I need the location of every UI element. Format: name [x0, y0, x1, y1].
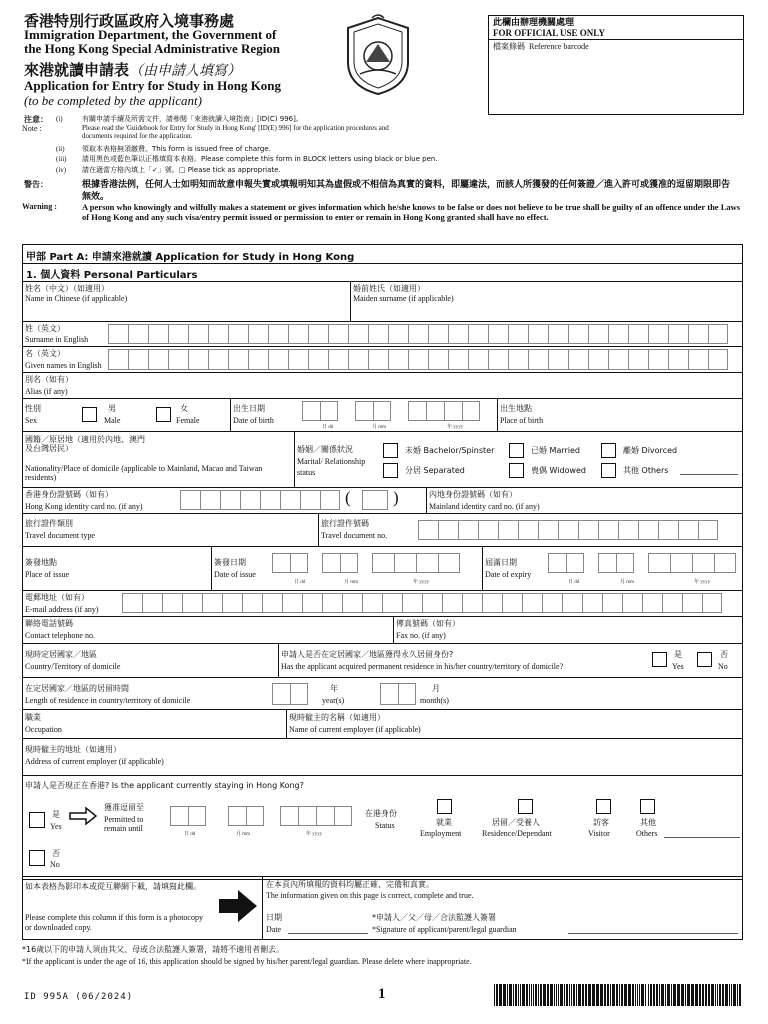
perm-residence-yes-checkbox[interactable]: [652, 652, 667, 667]
dept-title-en-2: the Hong Kong Special Administrative Region: [24, 41, 281, 56]
form-id: ID 995A (06/2024): [24, 992, 134, 1002]
footnote-en: *If the applicant is under the age of 16, this application should be signed by his/her parent/legal guardian. Please delete where inappropriate.: [22, 957, 472, 966]
residence-months-input[interactable]: [380, 683, 416, 705]
contact-telephone-input[interactable]: [120, 619, 390, 639]
perm-residence-no-checkbox[interactable]: [697, 652, 712, 667]
dob-year-input[interactable]: [408, 401, 480, 421]
permit-year-input[interactable]: [280, 806, 352, 826]
status-residence-checkbox[interactable]: [518, 799, 533, 814]
note-3: 請用黑色或藍色筆以正楷填寫本表格。Please complete this form in BLOCK letters using black or blue pen.: [82, 155, 438, 163]
hkid-check-digit-input[interactable]: [362, 490, 388, 510]
issue-day-input[interactable]: [272, 553, 308, 573]
maiden-surname-input[interactable]: [353, 304, 739, 318]
warning-en: A person who knowingly and wilfully makes a statement or gives information which he/she knows to be false or does not believe to be true shall be guilty of an offence under the Laws of Hong Kong and any such visa/entry permit issued or permission to enter or remain in Hong Kong granted shall have no effect.: [82, 202, 741, 222]
alias-input[interactable]: [90, 375, 740, 397]
marital-single-checkbox[interactable]: [383, 443, 398, 458]
footnote-zh: *16歲以下的申請人須由其父、母或合法監護人簽署，請將不適用者刪去。: [22, 945, 285, 954]
place-of-birth-input[interactable]: [550, 401, 740, 427]
part-a-title: 甲部 Part A: 申請來港就讀 Application for Study in Hong Kong: [26, 252, 355, 263]
status-employment-checkbox[interactable]: [437, 799, 452, 814]
right-arrow-icon: [218, 889, 258, 928]
in-hk-question: 申請人是否現正在香港? Is the applicant currently staying in Hong Kong?: [25, 781, 304, 790]
expiry-month-input[interactable]: [598, 553, 634, 573]
in-hk-yes-checkbox[interactable]: [29, 812, 45, 828]
expiry-day-input[interactable]: [548, 553, 584, 573]
dob-month-input[interactable]: [355, 401, 391, 421]
form-subtitle-en: (to be completed by the applicant): [24, 93, 202, 108]
employer-address-input[interactable]: [210, 742, 740, 772]
page-number: 1: [378, 986, 386, 1002]
fax-input[interactable]: [480, 619, 740, 639]
copy-note-zh: 如本表格為影印本或從互聯網下載，請填寫此欄。: [25, 882, 201, 891]
marital-others-input[interactable]: [680, 474, 738, 475]
employer-name-input[interactable]: [460, 713, 740, 735]
official-use-box: 此欄由辦理機關處理 FOR OFFICIAL USE ONLY 檔案條碼 Reference barcode: [488, 15, 744, 115]
status-others-input[interactable]: [664, 837, 740, 838]
sex-female-checkbox[interactable]: [156, 407, 171, 422]
name-in-chinese-input[interactable]: [25, 304, 347, 318]
note-2: 領取本表格無須繳費。This form is issued free of charge.: [82, 145, 271, 153]
signature-input[interactable]: [568, 933, 738, 934]
status-visitor-checkbox[interactable]: [596, 799, 611, 814]
expiry-year-input[interactable]: [648, 553, 736, 573]
residence-years-input[interactable]: [272, 683, 308, 705]
sex-male-checkbox[interactable]: [82, 407, 97, 422]
hk-immigration-emblem: [338, 14, 418, 98]
dob-day-input[interactable]: [302, 401, 338, 421]
date-input[interactable]: [288, 933, 368, 934]
place-of-issue-input[interactable]: [80, 552, 208, 588]
dept-title-en-1: Immigration Department, the Government of: [24, 27, 277, 42]
given-names-input[interactable]: [108, 349, 728, 370]
warning-zh: 根據香港法例，任何人士如明知而故意申報失實或填報明知其為虛假或不相信為真實的資料，即屬違法，而該人所獲發的任何簽證／進入許可或獲准的逗留期限即告無效。: [82, 180, 731, 202]
copy-note-en: Please complete this column if this form is a photocopy or downloaded copy.: [25, 913, 203, 932]
marital-divorced-checkbox[interactable]: [601, 443, 616, 458]
status-others-checkbox[interactable]: [640, 799, 655, 814]
marital-widowed-checkbox[interactable]: [509, 463, 524, 478]
travel-document-type-input[interactable]: [120, 519, 315, 543]
form-title-zh: 來港就讀申請表（由申請人填寫）: [24, 61, 242, 79]
country-of-domicile-input[interactable]: [160, 648, 275, 674]
surname-input[interactable]: [108, 324, 728, 344]
marital-others-checkbox[interactable]: [601, 463, 616, 478]
issue-year-input[interactable]: [372, 553, 460, 573]
section-1-title: 1. 個人資料 Personal Particulars: [26, 270, 198, 281]
right-arrow-icon: [68, 806, 98, 831]
marital-separated-checkbox[interactable]: [383, 463, 398, 478]
permit-month-input[interactable]: [228, 806, 264, 826]
issue-month-input[interactable]: [322, 553, 358, 573]
barcode: [494, 984, 744, 1006]
nationality-input[interactable]: [140, 435, 290, 461]
note-4: 請在適當方格內填上「✓」號。□ Please tick as appropriate.: [82, 166, 281, 174]
permit-day-input[interactable]: [170, 806, 206, 826]
dept-title-zh: 香港特別行政區政府入境事務處: [24, 12, 235, 30]
in-hk-no-checkbox[interactable]: [29, 850, 45, 866]
travel-document-no-input[interactable]: [418, 520, 718, 540]
email-input[interactable]: [122, 593, 722, 613]
occupation-input[interactable]: [80, 713, 283, 735]
note-1-en: Please read the 'Guidebook for Entry for Study in Hong Kong' [ID(E) 996] for the application procedures and documents required for the application.: [82, 124, 389, 140]
mainland-id-input[interactable]: [580, 490, 740, 510]
note-1-zh: 有關申請手續及所需文件，請參閱「來港就讀入境指南」[ID(C) 996]。: [82, 115, 303, 123]
form-title-en: Application for Entry for Study in Hong Kong: [24, 78, 282, 93]
reference-barcode-label: 檔案條碼 Reference barcode: [489, 39, 743, 53]
hkid-input[interactable]: [180, 490, 340, 510]
marital-married-checkbox[interactable]: [509, 443, 524, 458]
